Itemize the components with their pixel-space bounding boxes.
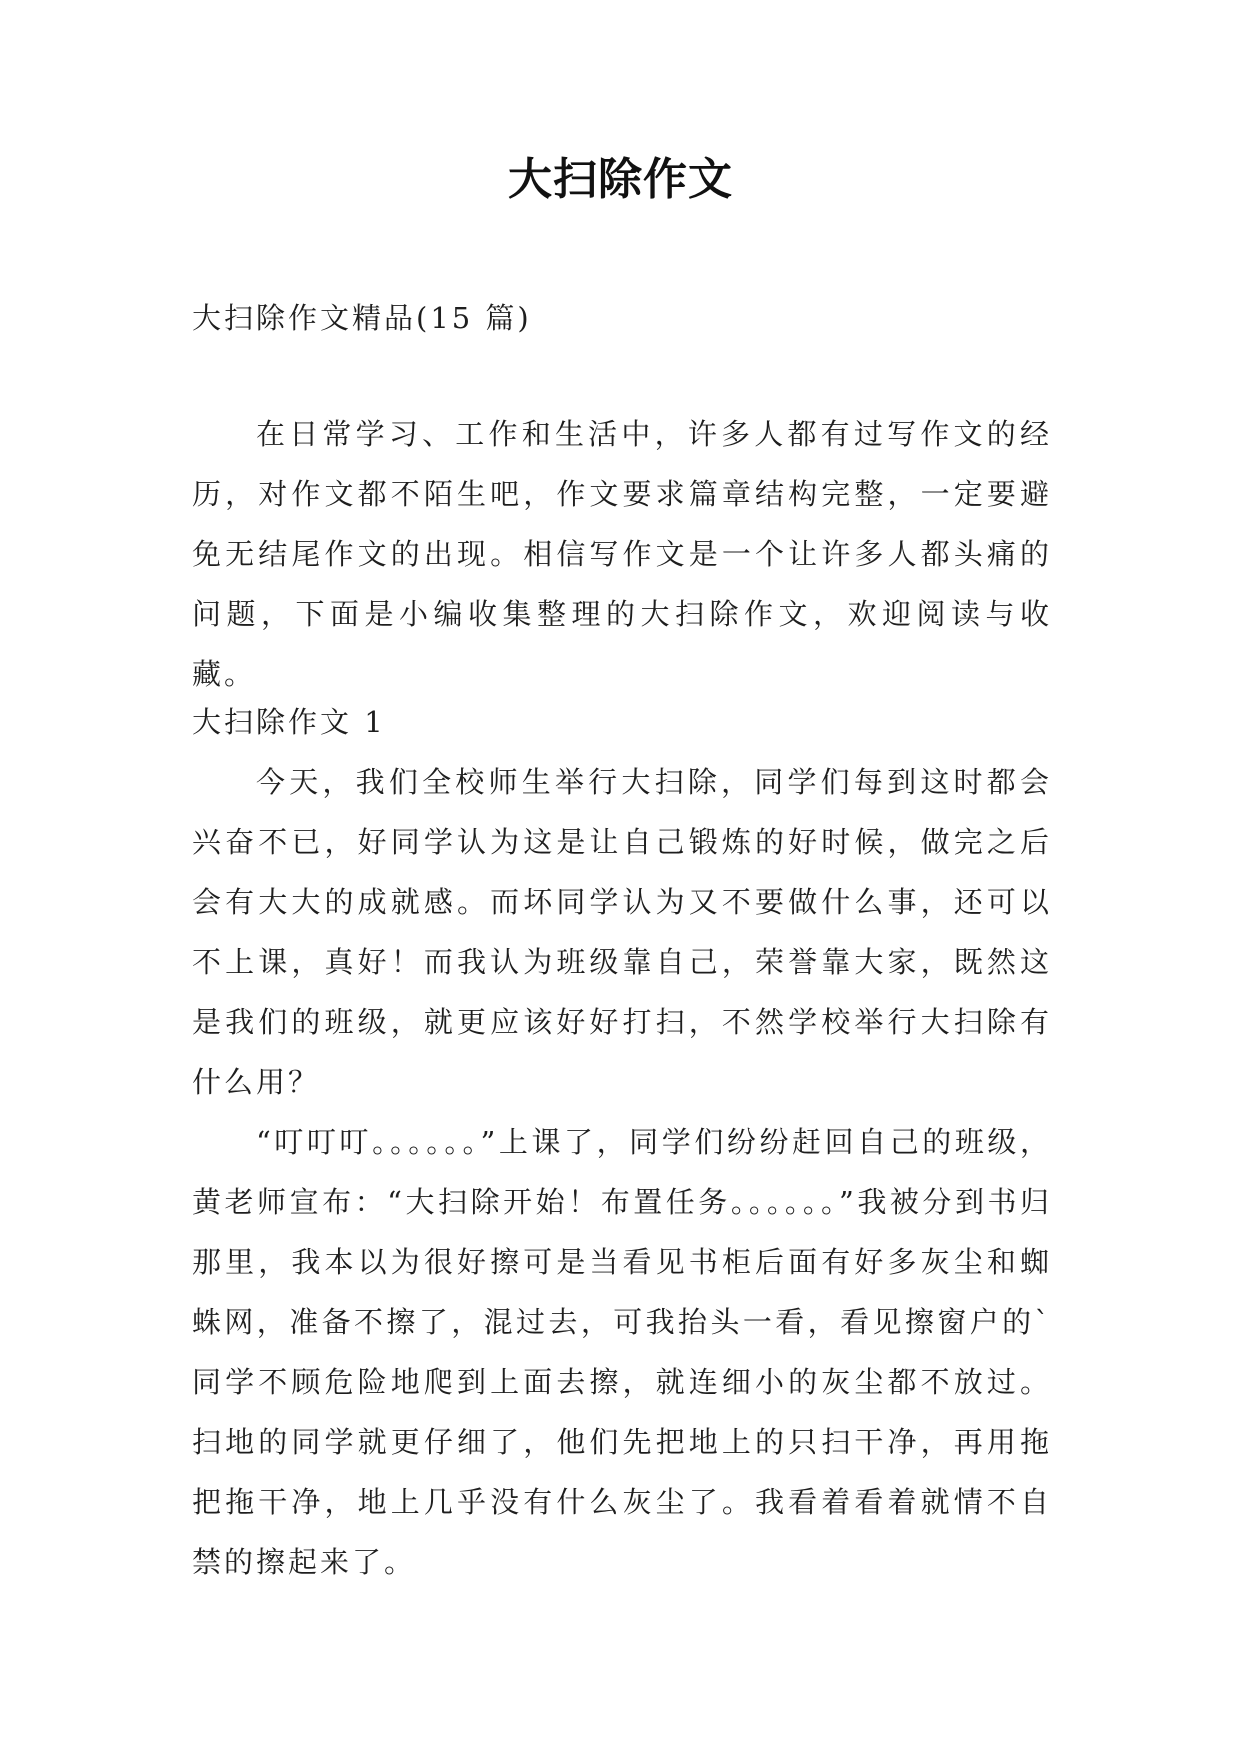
intro-paragraph: 在日常学习、工作和生活中，许多人都有过写作文的经历，对作文都不陌生吧，作文要求篇章结构完整，一定要避免无结尾作文的出现。相信写作文是一个让许多人都头痛的问题，下面是小编收集整理的大扫除作文，欢迎阅读与收藏。	[192, 417, 1052, 691]
body-paragraph: 今天，我们全校师生举行大扫除，同学们每到这时都会兴奋不已，好同学认为这是让自己锻炼的好时候，做完之后会有大大的成就感。而坏同学认为又不要做什么事，还可以不上课，真好！而我认为班级靠自己，荣誉靠大家，既然这是我们的班级，就更应该好好打扫，不然学校举行大扫除有什么用？	[192, 765, 1052, 1099]
body-paragraph: “叮叮叮。。。。。。”上课了，同学们纷纷赶回自己的班级，黄老师宣布：“大扫除开始！布置任务。。。。。。”我被分到书归那里，我本以为很好擦可是当看见书柜后面有好多灰尘和蜘蛛网，准备不擦了，混过去，可我抬头一看，看见擦窗户的`同学不顾危险地爬到上面去擦，就连细小的灰尘都不放过。扫地的同学就更仔细了，他们先把地上的只扫干净，再用拖把拖干净，地上几乎没有什么灰尘了。我看着看着就情不自禁的擦起来了。	[192, 1125, 1052, 1579]
page-title: 大扫除作文	[508, 154, 733, 205]
document-subtitle: 大扫除作文精品(15 篇)	[192, 301, 532, 335]
section-heading: 大扫除作文 1	[192, 705, 386, 739]
